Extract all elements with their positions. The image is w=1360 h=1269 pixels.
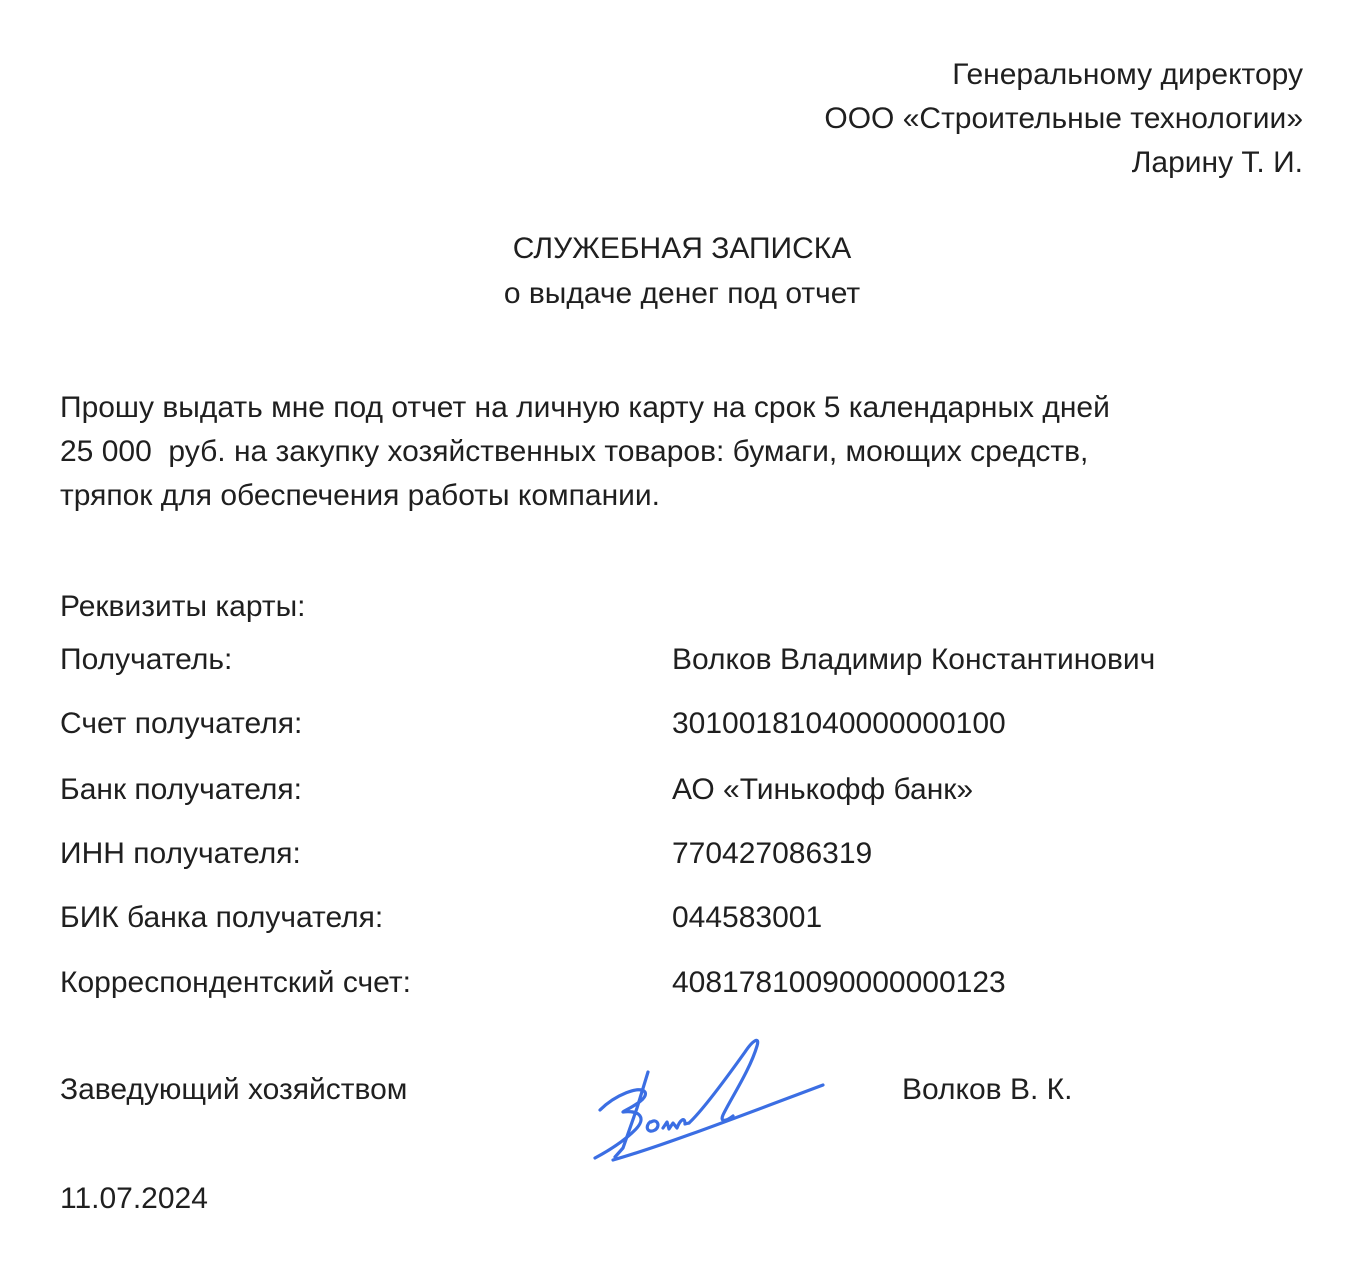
detail-label: Получатель: [60, 643, 233, 676]
request-paragraph [60, 386, 1110, 518]
document-title: СЛУЖЕБНАЯ ЗАПИСКА [512, 232, 852, 265]
detail-label: Счет получателя: [60, 707, 303, 740]
document-date: 11.07.2024 [60, 1182, 208, 1215]
addressee-block [824, 53, 1303, 185]
detail-value: 770427086319 [672, 837, 873, 870]
document-title-block [0, 226, 1360, 316]
signer-position: Заведующий хозяйством [60, 1073, 408, 1106]
detail-value: АО «Тинькофф банк» [672, 773, 974, 806]
addressee-position: Генеральному директору [952, 58, 1303, 91]
detail-value: Волков Владимир Константинович [672, 643, 1156, 676]
detail-label: Корреспондентский счет: [60, 966, 411, 999]
addressee-company: ООО «Строительные технологии» [824, 102, 1303, 135]
signer-name: Волков В. К. [902, 1073, 1073, 1106]
detail-label: Банк получателя: [60, 773, 303, 806]
detail-value: 30100181040000000100 [672, 707, 1006, 740]
detail-value: 044583001 [672, 901, 823, 934]
paragraph-line: тряпок для обеспечения работы компании. [60, 479, 661, 512]
document-subtitle: о выдаче денег под отчет [503, 277, 861, 310]
detail-value: 40817810090000000123 [672, 966, 1006, 999]
detail-label: ИНН получателя: [60, 837, 301, 870]
paragraph-line: Прошу выдать мне под отчет на личную карту на срок 5 календарных дней [60, 391, 1110, 424]
paragraph-line: 25 000 руб. на закупку хозяйственных товаров: бумаги, моющих средств, [60, 435, 1089, 468]
card-details-heading: Реквизиты карты: [60, 590, 306, 623]
handwritten-signature-icon [585, 1030, 830, 1170]
addressee-name: Ларину Т. И. [1131, 146, 1303, 179]
detail-label: БИК банка получателя: [60, 901, 384, 934]
